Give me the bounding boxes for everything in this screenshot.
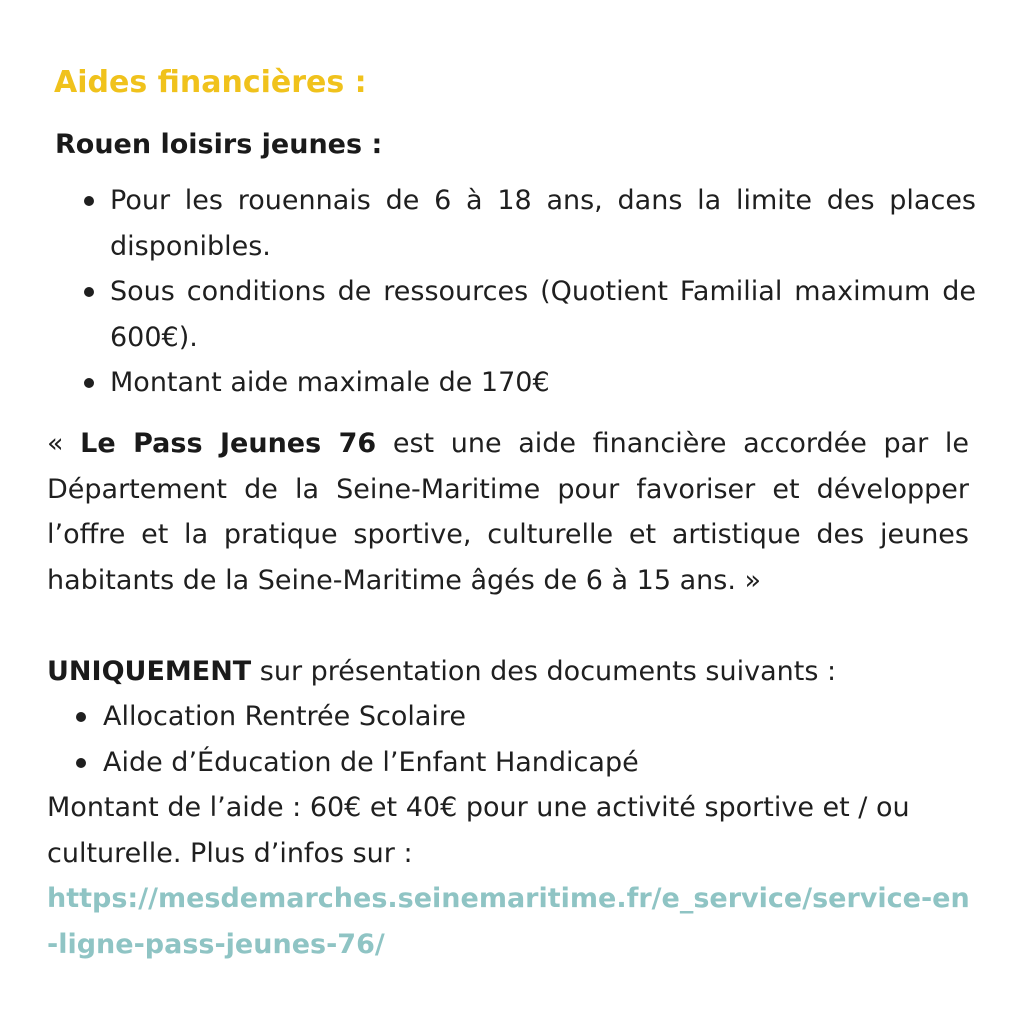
pass-jeunes-link[interactable]: https://mesdemarches.seinemaritime.fr/e_service/service-en-ligne-pass-jeunes-76/ xyxy=(47,883,970,960)
bullet-dot-icon xyxy=(84,378,94,388)
bullet-dot-icon xyxy=(84,287,94,297)
pass-jeunes-name: Le Pass Jeunes 76 xyxy=(80,428,377,459)
section-heading: Aides financières : xyxy=(54,65,367,100)
open-quote: « xyxy=(47,428,81,459)
list-item-text: Aide d’Éducation de l’Enfant Handicapé xyxy=(103,746,639,778)
list-item-text: Allocation Rentrée Scolaire xyxy=(103,701,467,732)
list-item xyxy=(84,269,976,360)
pass-jeunes-description: est une aide financière accordée par le Département de la Seine-Maritime pour favoriser et développer l’offre et la pratique sportive, culturelle et artistique des jeunes habitants de la Seine-Maritime âgés de 6 à 15 ans. » xyxy=(47,428,969,596)
rouen-loisirs-title: Rouen loisirs jeunes : xyxy=(55,129,383,160)
list-item-text: Montant aide maximale de 170€ xyxy=(110,367,550,398)
list-item-text: Pour les rouennais de 6 à 18 ans, dans la limite des places disponibles. xyxy=(110,185,976,262)
amount-text: Montant de l’aide : 60€ et 40€ pour une activité sportive et / ou culturelle. Plus d’infos sur : xyxy=(47,792,910,869)
list-item xyxy=(84,360,976,406)
bullet-dot-icon xyxy=(84,196,94,206)
uniquement-text: sur présentation des documents suivants : xyxy=(251,656,837,687)
uniquement-label: UNIQUEMENT xyxy=(47,656,252,687)
bullet-dot-icon xyxy=(76,758,86,768)
uniquement-line xyxy=(47,649,977,695)
pass-jeunes-paragraph xyxy=(47,421,969,603)
list-item xyxy=(84,178,976,269)
bullet-dot-icon xyxy=(76,712,86,722)
list-item xyxy=(76,740,976,786)
list-item xyxy=(76,694,976,740)
documents-list xyxy=(76,694,976,785)
rouen-conditions-list xyxy=(84,178,976,406)
list-item-text: Sous conditions de ressources (Quotient Familial maximum de 600€). xyxy=(110,276,976,353)
